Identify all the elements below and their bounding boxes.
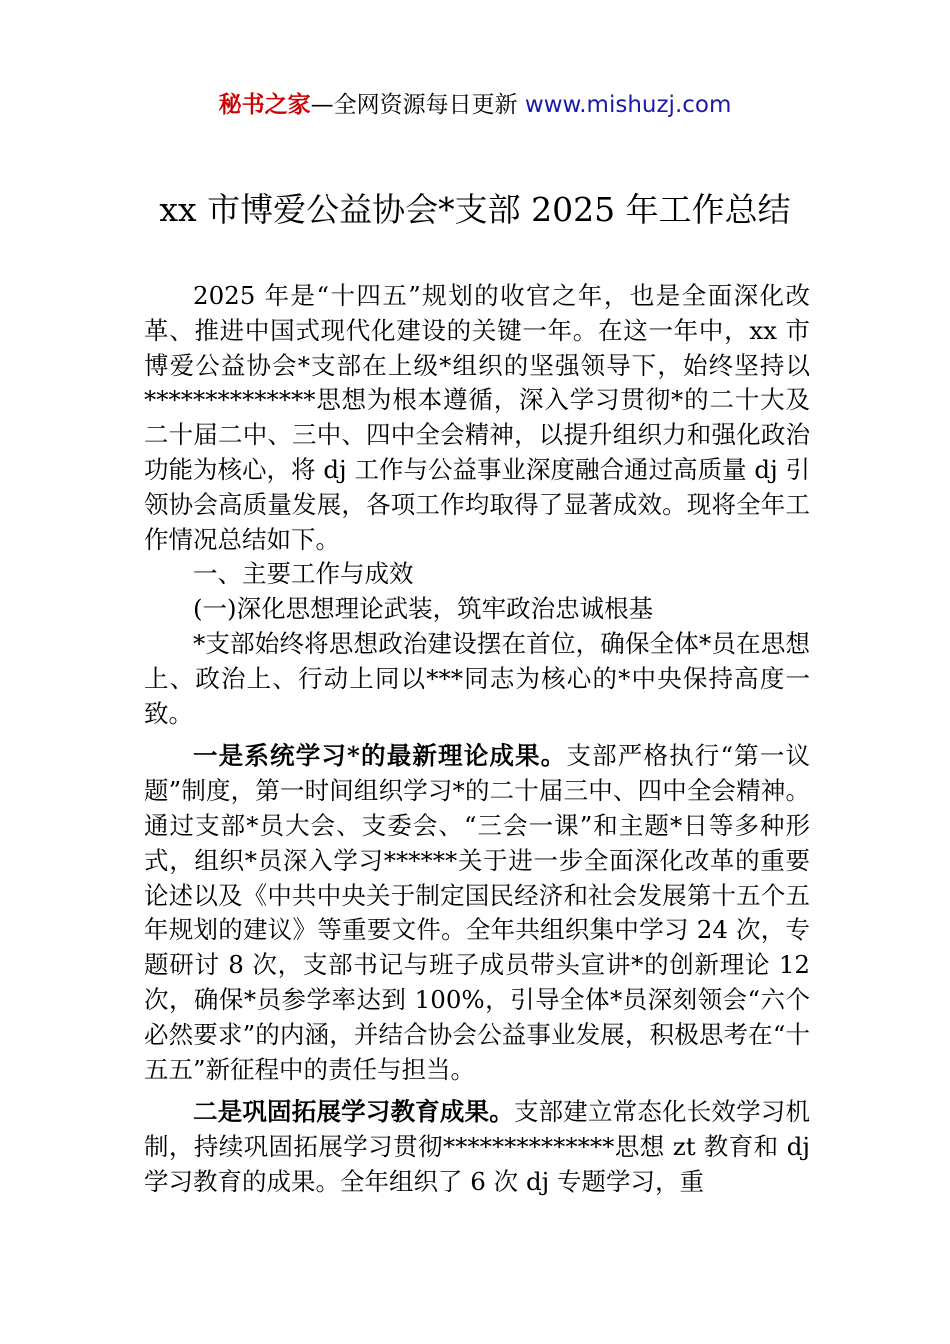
site-brand: 秘书之家 [218,92,311,118]
point-text: 支部建立常态化长效学习机制，持续巩固拓展学习贯彻**************思想 zt 教育和 dj 学习教育的成果。全年组织了 6 次 dj 专题学习，重 [144,1097,810,1196]
site-url-link[interactable]: www.mishuzj.com [524,92,732,118]
document-title: xx 市博爱公益协会*支部 2025 年工作总结 [159,190,791,229]
document-body [144,279,810,1200]
section-heading: 一、主要工作与成效 [193,559,414,589]
subsection-heading: (一)深化思想理论武装，筑牢政治忠诚根基 [193,594,654,624]
site-tagline: —全网资源每日更新 [310,92,518,118]
site-header [0,88,950,122]
body-paragraph [144,739,810,1087]
intro-paragraph: 2025 年是“十四五”规划的收官之年，也是全面深化改革、推进中国式现代化建设的关键一年。在这一年中，xx 市博爱公益协会*支部在上级*组织的坚强领导下，始终坚持以**************思想为根本遵循，深入学习贯彻*的二十大及二十届二中、三中、四中全会精神，以提升组织力和强化政治功能为核心，将 dj 工作与公益事业深度融合通过高质量 dj 引领协会高质量发展，各项工作均取得了显著成效。现将全年工作情况总结如下。 [144,281,810,554]
body-paragraph: *支部始终将思想政治建设摆在首位，确保全体*员在思想上、政治上、行动上同以***同志为核心的*中央保持高度一致。 [144,628,810,728]
point-lead: 一是系统学习*的最新理论成果。 [193,741,567,771]
point-lead: 二是巩固拓展学习教育成果。 [193,1097,514,1127]
point-text: 支部严格执行“第一议题”制度，第一时间组织学习*的二十届三中、四中全会精神。通过支部*员大会、支委会、“三会一课”和主题*日等多种形式，组织*员深入学习******关于进一步全面深化改革的重要论述以及《中共中央关于制定国民经济和社会发展第十五个五年规划的建议》等重要文件。全年共组织集中学习 24 次，专题研讨 8 次，支部书记与班子成员带头宣讲*的创新理论 12 次，确保*员参学率达到 100%，引导全体*员深刻领会“六个必然要求”的内涵，并结合协会公益事业发展，积极思考在“十五五”新征程中的责任与担当。 [144,741,811,1084]
body-paragraph [144,1095,810,1199]
